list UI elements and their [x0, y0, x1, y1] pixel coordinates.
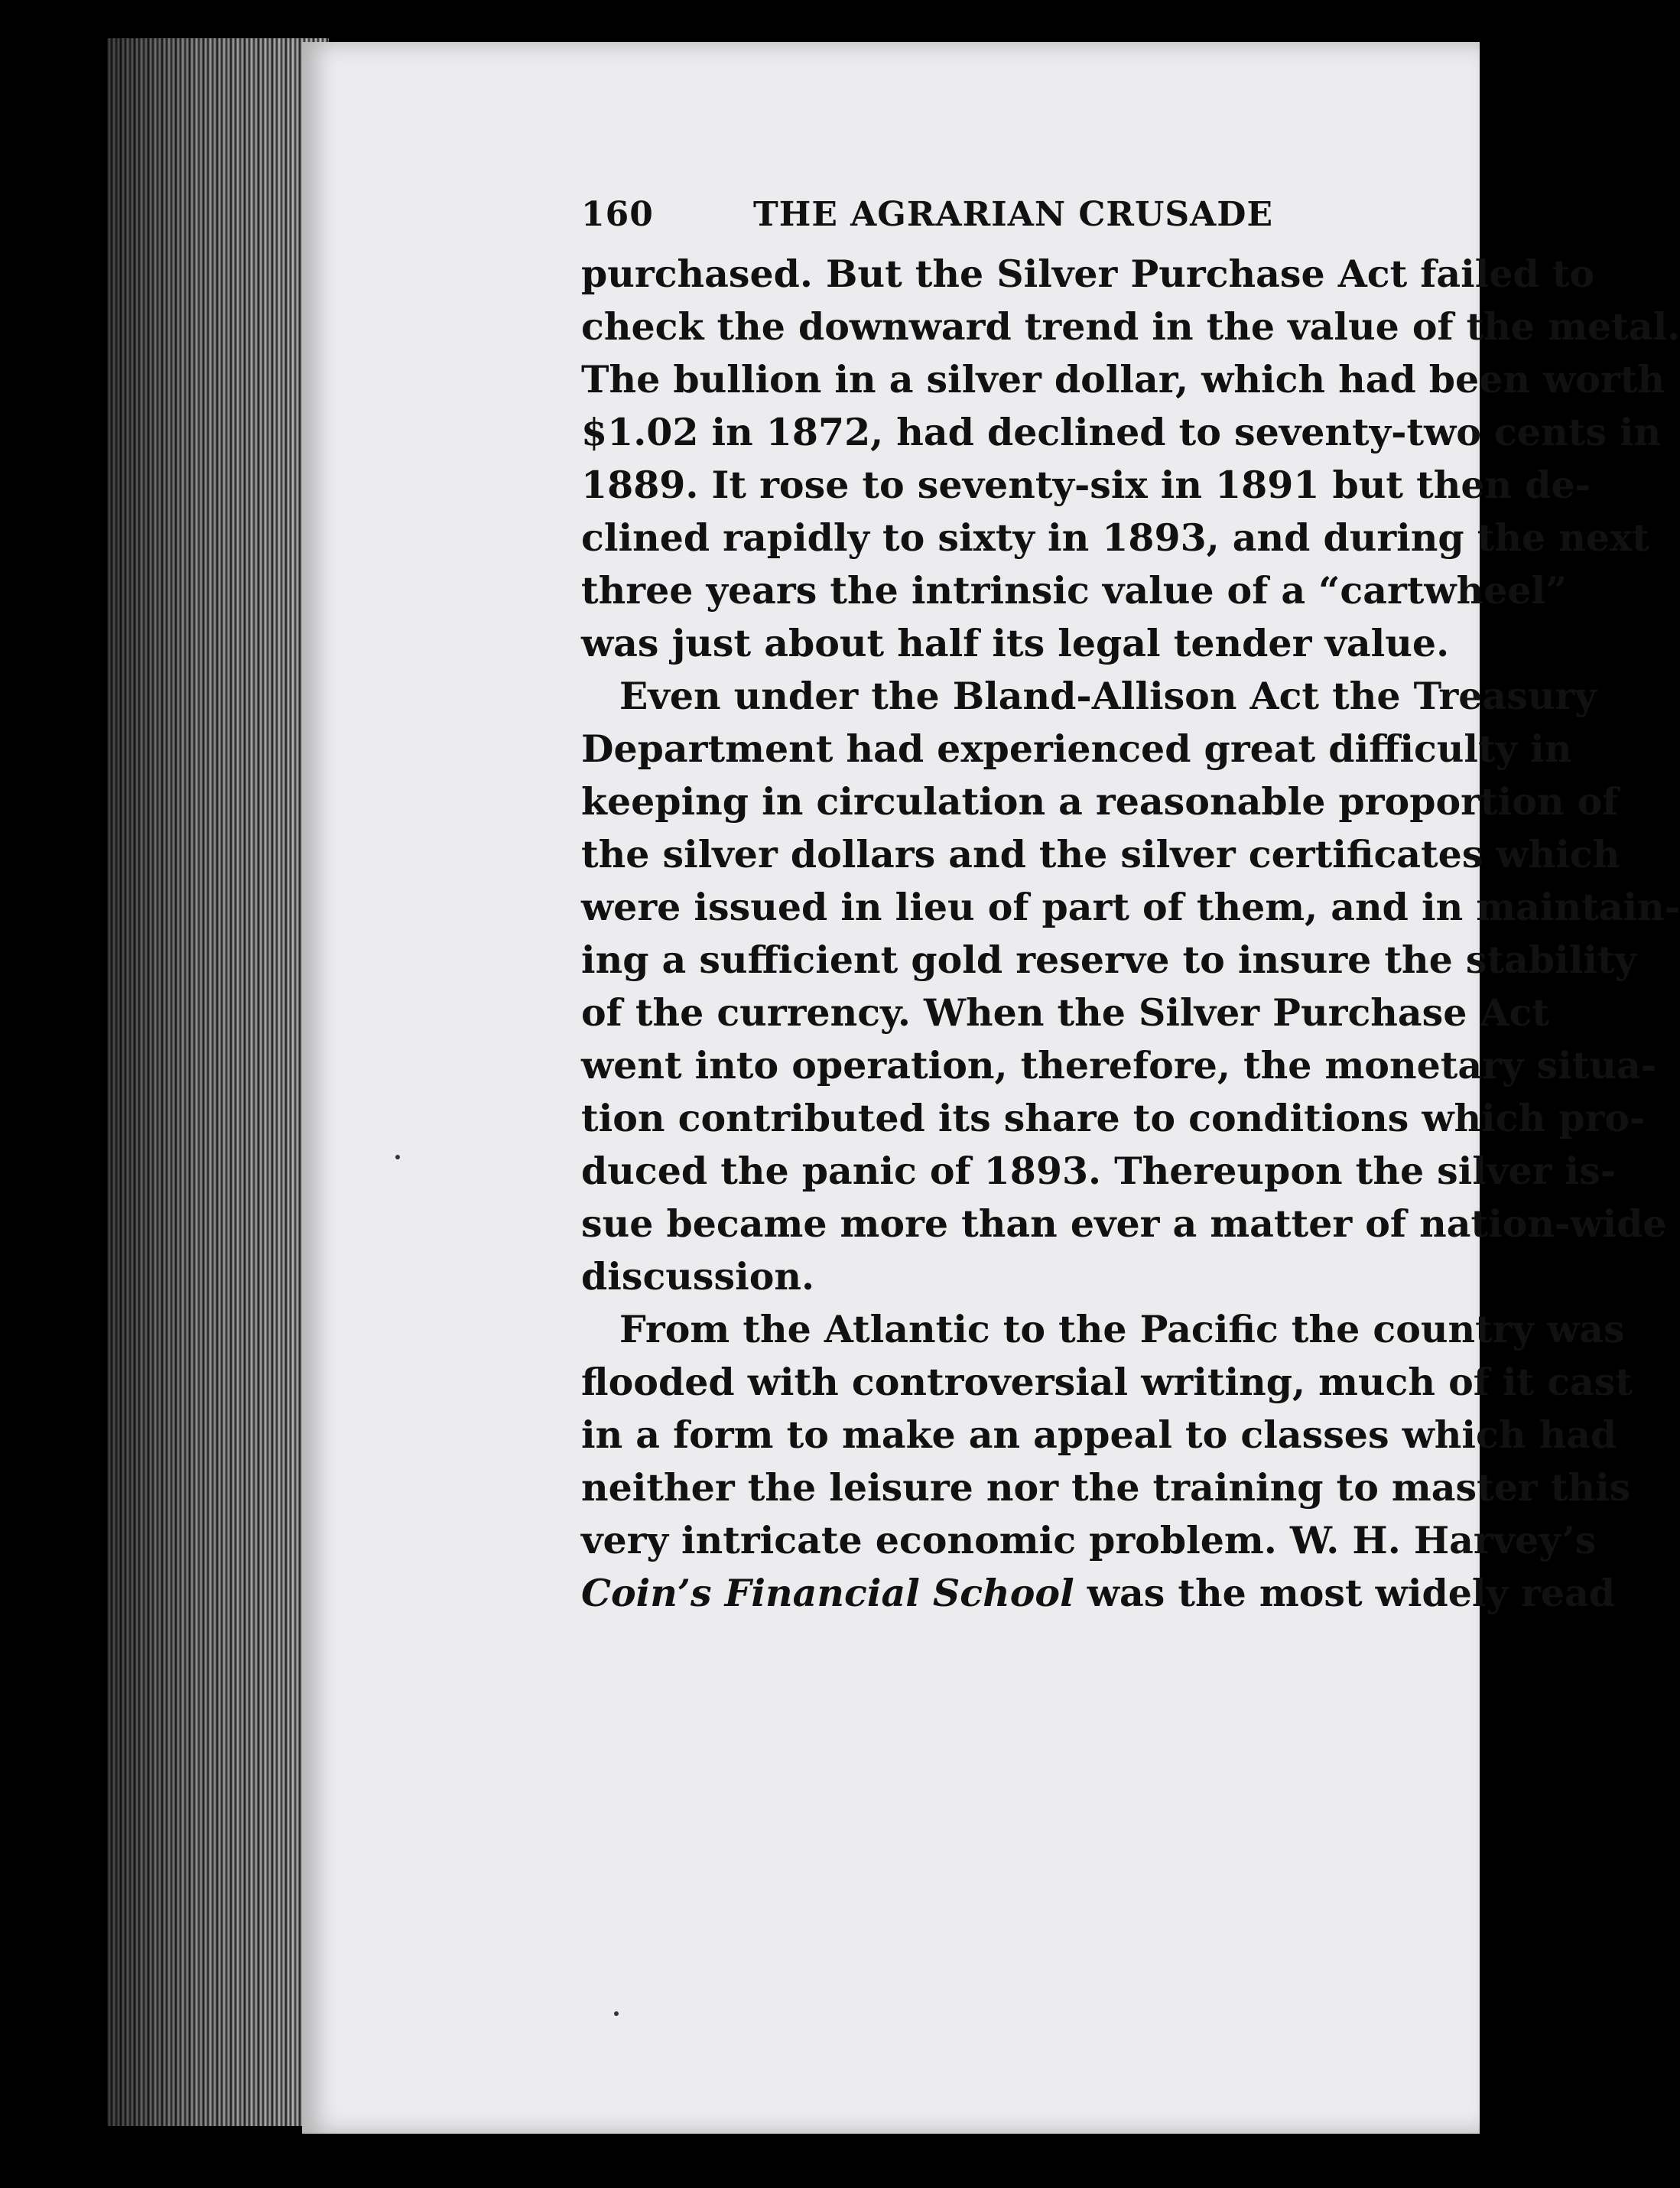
- text-line: sue became more than ever a matter of nation-wide: [581, 1201, 1667, 1246]
- text-line: check the downward trend in the value of the metal.: [581, 304, 1680, 349]
- text-line: 1889. It rose to seventy-six in 1891 but then de-: [581, 463, 1591, 507]
- text-line: clined rapidly to sixty in 1893, and during the next: [581, 515, 1649, 560]
- book-page: [302, 42, 1680, 2134]
- text-line: From the Atlantic to the Pacific the country was: [619, 1307, 1625, 1351]
- text-line: went into operation, therefore, the monetary situa-: [581, 1043, 1657, 1087]
- text-line: Department had experienced great difficulty in: [581, 727, 1572, 771]
- page-text-block: [581, 195, 1680, 1620]
- text-line: Even under the Bland-Allison Act the Treasury: [619, 674, 1597, 718]
- text-line: were issued in lieu of part of them, and in maintain-: [581, 885, 1680, 929]
- text-line: ing a sufficient gold reserve to insure the stability: [581, 938, 1637, 982]
- text-line: keeping in circulation a reasonable proportion of: [581, 779, 1619, 824]
- text-line: The bullion in a silver dollar, which had been worth: [581, 357, 1665, 402]
- paragraph-2: [581, 670, 1680, 1303]
- binding-shadow: [107, 38, 329, 2126]
- text-line: flooded with controversial writing, much of it cast: [581, 1360, 1633, 1404]
- text-fragment: was the most widely read: [1074, 1571, 1616, 1615]
- paragraph-3: [581, 1303, 1633, 1620]
- text-line: purchased. But the Silver Purchase Act failed to: [581, 252, 1595, 296]
- book-title: Coin’s Financial School: [581, 1571, 1074, 1615]
- running-head: [581, 195, 1445, 234]
- text-line: very intricate economic problem. W. H. Harvey’s: [581, 1518, 1597, 1562]
- running-title: THE AGRARIAN CRUSADE: [753, 195, 1273, 234]
- speck-mark: [614, 2011, 619, 2016]
- text-line-with-title: [581, 1567, 1616, 1620]
- speck-mark: [395, 1155, 400, 1159]
- text-line: neither the leisure nor the training to master this: [581, 1465, 1631, 1510]
- text-line: the silver dollars and the silver certificates which: [581, 832, 1620, 876]
- text-line: was just about half its legal tender value.: [581, 621, 1450, 665]
- text-line: duced the panic of 1893. Thereupon the silver is-: [581, 1149, 1617, 1193]
- text-line: tion contributed its share to conditions which pro-: [581, 1096, 1646, 1140]
- text-line: three years the intrinsic value of a “cartwheel”: [581, 568, 1568, 613]
- text-line: $1.02 in 1872, had declined to seventy-two cents in: [581, 410, 1662, 454]
- text-line: in a form to make an appeal to classes which had: [581, 1413, 1617, 1457]
- paragraph-1: [581, 248, 1680, 670]
- page-number: 160: [581, 195, 654, 234]
- text-line: discussion.: [581, 1254, 815, 1299]
- text-line: of the currency. When the Silver Purchase Act: [581, 990, 1549, 1035]
